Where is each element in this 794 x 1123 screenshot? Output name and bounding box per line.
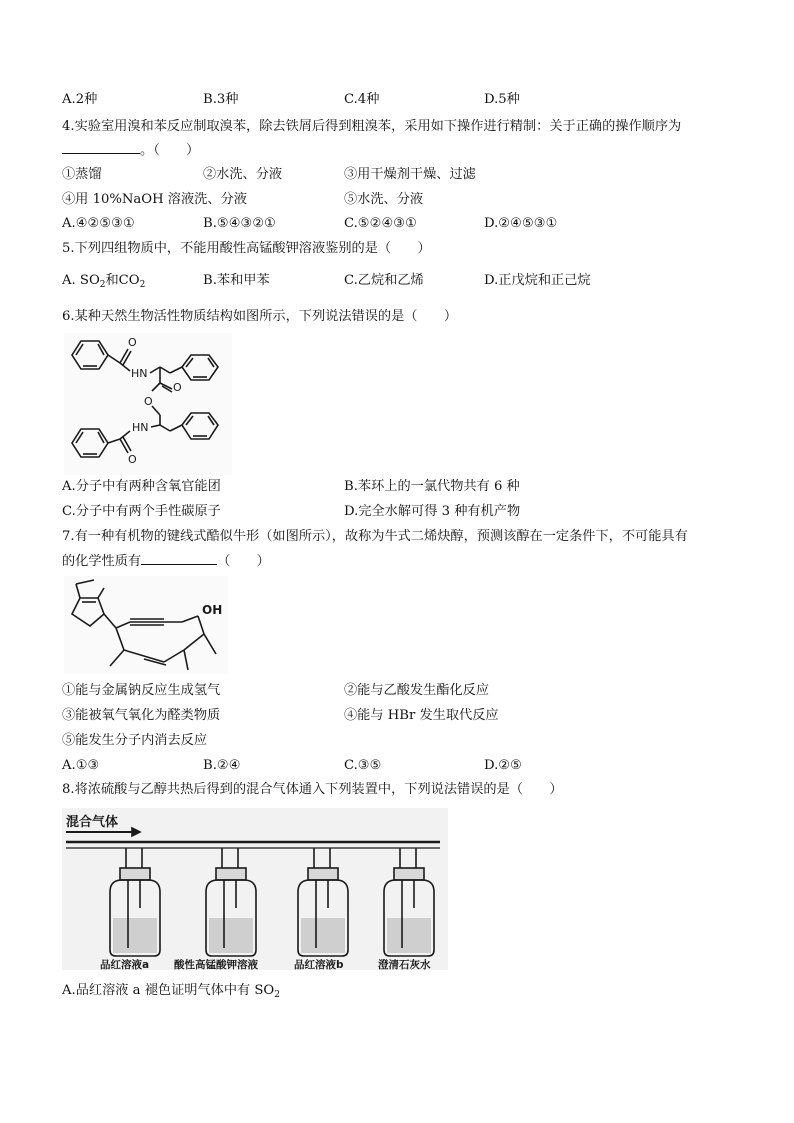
answer-blank (141, 552, 217, 565)
q4-step-3: ③用干燥剂干燥、过滤 (344, 167, 476, 182)
answer-blank (62, 141, 140, 154)
bottle-label-3: 品红溶液b (294, 959, 344, 970)
q6-stem: 6.某种天然生物活性物质结构如图所示，下列说法错误的是（ ） (62, 309, 458, 324)
q5-option-a: A. $SO_2$和$CO_2$ (62, 273, 146, 290)
q4-stem-tail: 。（ ） (140, 143, 200, 158)
q4-option-d: D.②④⑤③① (484, 216, 558, 231)
q7-option-d: D.②⑤ (484, 758, 522, 773)
oh-label: OH (202, 603, 223, 617)
gas-wash-bottle-1 (110, 848, 160, 956)
q4-option-b: B.⑤④③②① (203, 216, 276, 231)
q4-option-c: C.⑤②④③① (344, 216, 417, 231)
q3-option-d: D.5种 (484, 92, 520, 107)
q5-stem: 5.下列四组物质中，不能用酸性高锰酸钾溶液鉴别的是（ ） (62, 241, 431, 256)
oxygen-label: O (128, 453, 137, 466)
q6-structure-figure (64, 333, 232, 475)
bottle-label-4: 澄清石灰水 (378, 959, 431, 970)
benzene-ring-bottom-right (182, 413, 218, 439)
q6-option-b: B.苯环上的一氯代物共有 6 种 (344, 479, 520, 494)
q4-step-4: ④用 10%NaOH 溶液洗、分液 (62, 192, 247, 207)
benzene-ring-top-left (72, 341, 108, 369)
q7-option-c: C.③⑤ (344, 758, 382, 773)
q5-option-b: B.苯和甲苯 (203, 273, 270, 288)
q3-option-a: A.2种 (62, 92, 98, 107)
q8-apparatus-figure (62, 808, 448, 970)
q4-step-5: ⑤水洗、分液 (344, 192, 424, 207)
nh-label: HN (131, 367, 148, 380)
q6-option-a: A.分子中有两种含氧官能团 (62, 479, 221, 494)
q4-step-1: ①蒸馏 (62, 167, 102, 182)
q5-option-c: C.乙烷和乙烯 (344, 273, 424, 288)
gas-wash-bottle-4 (384, 848, 434, 956)
gas-label: 混合气体 (66, 815, 119, 830)
q7-prop-1: ①能与金属钠反应生成氢气 (62, 683, 221, 698)
q7-option-b: B.②④ (203, 758, 241, 773)
gas-wash-bottle-2 (206, 848, 256, 956)
gas-wash-bottle-3 (298, 848, 348, 956)
q7-prop-2: ②能与乙酸发生酯化反应 (344, 683, 490, 698)
q4-stem: 4.实验室用溴和苯反应制取溴苯，除去铁屑后得到粗溴苯，采用如下操作进行精制：关于正确的操作顺序为 (62, 119, 682, 134)
nh-label: HN (132, 421, 149, 434)
q7-structure-figure (64, 576, 228, 674)
q4-stem-line2 (62, 141, 199, 160)
q7-stem-line2: 的化学性质有 （ ） (62, 554, 270, 569)
bottle-label-2: 酸性高锰酸钾溶液 (174, 959, 258, 970)
q5-option-d: D.正戊烷和正己烷 (484, 273, 591, 288)
q6-option-d: D.完全水解可得 3 种有机产物 (344, 504, 521, 519)
q7-prop-4: ④能与 HBr 发生取代反应 (344, 708, 499, 723)
q7-stem: 7.有一种有机物的键线式酷似牛形（如图所示），故称为牛式二烯炔醇，预测该醇在一定条件下，不可能具有 (62, 529, 688, 544)
oxygen-label: O (144, 395, 153, 408)
oxygen-label: O (128, 336, 137, 349)
oxygen-label: O (173, 381, 182, 394)
bottle-label-1: 品红溶液a (100, 959, 150, 970)
q7-option-a: A.①③ (62, 758, 100, 773)
benzene-ring-bottom-left (72, 429, 108, 457)
q4-option-a: A.④②⑤③① (62, 216, 135, 231)
q8-stem: 8.将浓硫酸与乙醇共热后得到的混合气体通入下列装置中，下列说法错误的是（ ） (62, 782, 563, 797)
q3-option-c: C.4种 (344, 92, 380, 107)
q6-option-c: C.分子中有两个手性碳原子 (62, 504, 221, 519)
q3-option-b: B.3种 (203, 92, 239, 107)
q7-prop-5: ⑤能发生分子内消去反应 (62, 733, 208, 748)
q7-prop-3: ③能被氧气氧化为醛类物质 (62, 708, 221, 723)
q8-option-a: A.品红溶液 a 褪色证明气体中有 $SO_2$ (62, 983, 280, 1000)
q4-step-2: ②水洗、分液 (203, 167, 283, 182)
